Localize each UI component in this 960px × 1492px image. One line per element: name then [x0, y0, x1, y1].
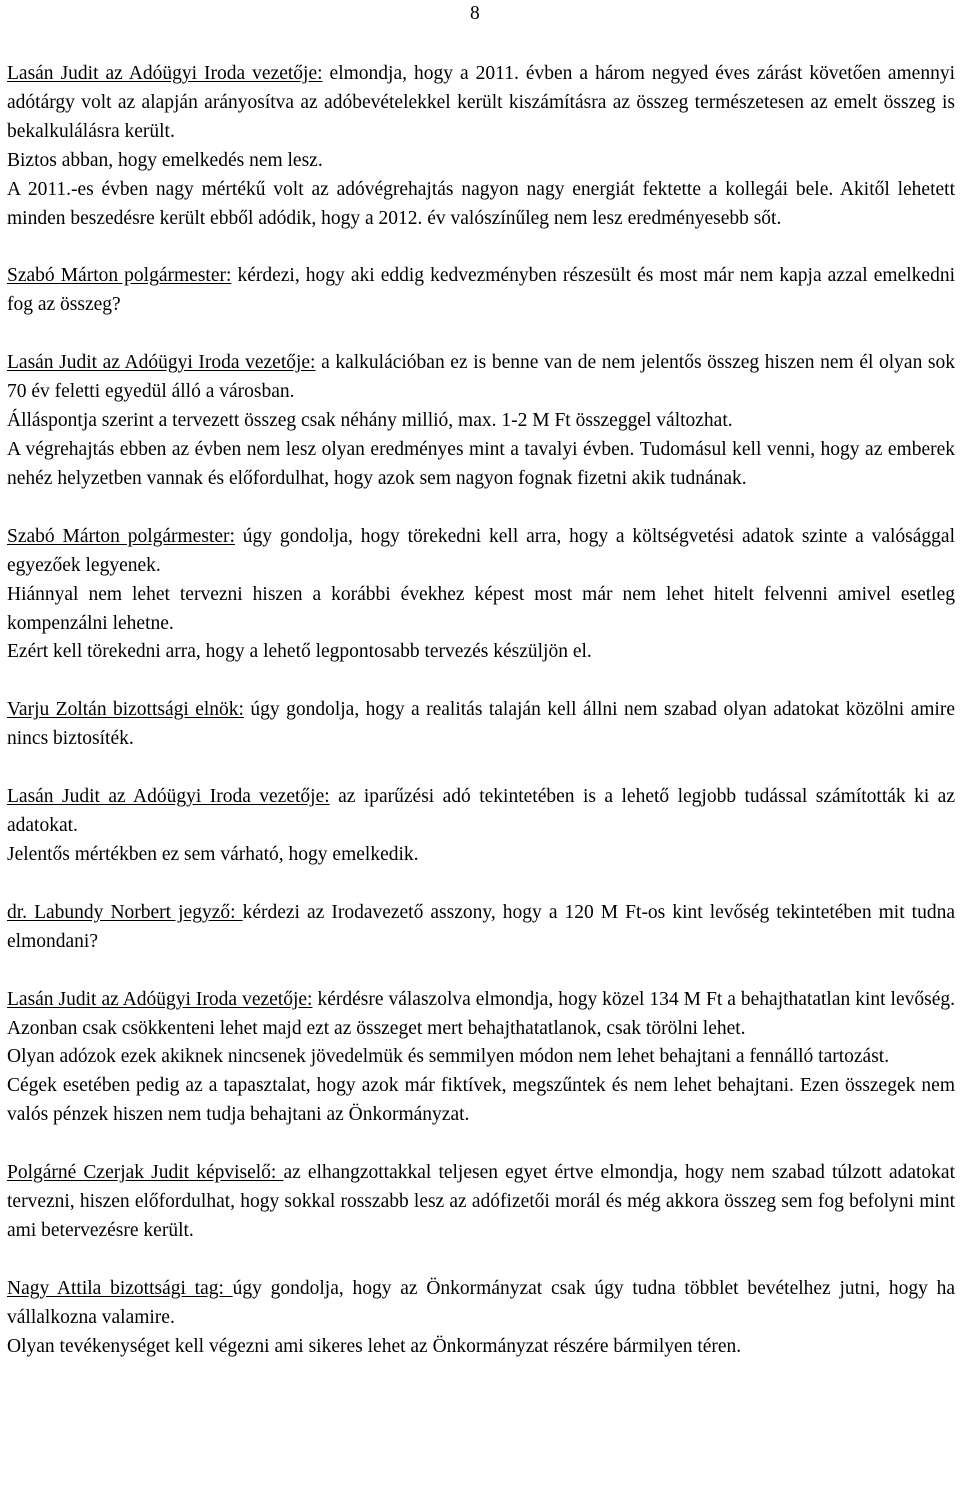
paragraph-line: Jelentős mértékben ez sem várható, hogy emelkedik. [7, 843, 419, 865]
statement-text: úgy gondolja, hogy az Önkormányzat csak úgy tudna többlet bevételhez jutni, hogy ha vállalkozna valamire. [7, 1277, 955, 1328]
paragraph-szabo-2 [7, 523, 955, 668]
speaker-name: Lasán Judit az Adóügyi Iroda vezetője: [7, 352, 316, 374]
statement-text: az elhangzottakkal teljesen egyet értve elmondja, hogy nem szabad túlzott adatokat tervezni, hiszen előfordulhat, hogy sokkal rosszabb lesz az adófizetői morál és még akkora összeg sem fog befolyni mint ami betervezésre került. [7, 1162, 955, 1241]
paragraph-line: Álláspontja szerint a tervezett összeg csak néhány millió, max. 1-2 M Ft összeggel változhat. [7, 410, 733, 432]
document-body [7, 60, 955, 1391]
paragraph-line [7, 696, 955, 754]
paragraph-line [7, 899, 955, 957]
paragraph-line: Olyan adózok ezek akiknek nincsenek jövedelmük és semmilyen módon nem lehet behajtani a fennálló tartozást. [7, 1046, 890, 1068]
paragraph-lasan-3 [7, 783, 955, 870]
speaker-name: Lasán Judit az Adóügyi Iroda vezetője: [7, 786, 330, 808]
paragraph-lasan-4 [7, 986, 955, 1131]
paragraph-line [7, 262, 955, 320]
paragraph-szabo-1 [7, 262, 955, 320]
speaker-name: Polgárné Czerjak Judit képviselő: [7, 1162, 284, 1184]
paragraph-line [7, 1275, 955, 1333]
statement-text: úgy gondolja, hogy a realitás talaján kell állni nem szabad olyan adatokat közölni amire nincs biztosíték. [7, 699, 955, 750]
speaker-name: Varju Zoltán bizottsági elnök: [7, 699, 244, 721]
paragraph-labundy [7, 899, 955, 957]
speaker-name: Lasán Judit az Adóügyi Iroda vezetője: [7, 988, 313, 1010]
speaker-name: dr. Labundy Norbert jegyző: [7, 901, 243, 923]
speaker-name: Szabó Márton polgármester: [7, 265, 232, 287]
paragraph-lasan-1 [7, 60, 955, 233]
paragraph-varju [7, 696, 955, 754]
paragraph-line [7, 783, 955, 841]
statement-text: a kalkulációban ez is benne van de nem jelentős összeg hiszen nem él olyan sok 70 év feletti egyedül álló a városban. [7, 352, 955, 403]
speaker-name: Szabó Márton polgármester: [7, 525, 235, 547]
statement-text: elmondja, hogy a 2011. évben a három negyed éves zárást követően amennyi adótárgy volt az alapján arányosítva az adóbevételekkel került kiszámításra az összeg természetesen az emelt összeg is bekalkulálásra került. [7, 63, 956, 142]
paragraph-lasan-2 [7, 349, 955, 494]
paragraph-line: A 2011.-es évben nagy mértékű volt az adóvégrehajtás nagyon nagy energiát fektette a kollegái bele. Akitől lehetett minden beszedésre került ebből adódik, hogy a 2012. év valószínűleg nem lesz eredményesebb sőt. [7, 178, 955, 229]
paragraph-line: Biztos abban, hogy emelkedés nem lesz. [7, 149, 323, 171]
statement-text: kérdezi, hogy aki eddig kedvezményben részesült és most már nem kapja azzal emelkedni fog az összeg? [7, 265, 955, 316]
paragraph-line: A végrehajtás ebben az évben nem lesz olyan eredményes mint a tavalyi évben. Tudomásul kell venni, hogy az emberek nehéz helyzetben vannak és előfordulhat, hogy azok sem nagyon fognak fizetni akik tudnának. [7, 438, 955, 489]
page-number: 8 [470, 3, 480, 24]
statement-text: kérdezi az Irodavezető asszony, hogy a 120 M Ft-os kint levőség tekintetében mit tudna elmondani? [7, 901, 955, 952]
statement-text: kérdésre válaszolva elmondja, hogy közel 134 M Ft a behajthatatlan kint levőség. Azonban csak csökkenteni lehet majd ezt az összeget mert behajthatatlanok, csak törölni lehet. [7, 988, 956, 1039]
paragraph-czerjak [7, 1159, 955, 1246]
statement-text: az iparűzési adó tekintetében is a lehető legjobb tudással számították ki az adatokat. [7, 786, 955, 837]
paragraph-line: Ezért kell törekedni arra, hogy a lehető legpontosabb tervezés készüljön el. [7, 641, 592, 663]
paragraph-line [7, 523, 955, 581]
speaker-name: Lasán Judit az Adóügyi Iroda vezetője: [7, 63, 323, 84]
paragraph-nagy [7, 1275, 955, 1362]
statement-text: úgy gondolja, hogy törekedni kell arra, hogy a költségvetési adatok szinte a valósággal egyezőek legyenek. [7, 525, 955, 576]
paragraph-line [7, 986, 955, 1044]
paragraph-line: Cégek esetében pedig az a tapasztalat, hogy azok már fiktívek, megszűntek és nem lehet behajtani. Ezen összegek nem valós pénzek hiszen nem tudja behajtani az Önkormányzat. [7, 1075, 955, 1126]
paragraph-line [7, 1159, 955, 1246]
paragraph-line: Olyan tevékenységet kell végezni ami sikeres lehet az Önkormányzat részére bármilyen téren. [7, 1335, 742, 1357]
paragraph-line [7, 60, 955, 147]
paragraph-line [7, 349, 955, 407]
paragraph-line: Hiánnyal nem lehet tervezni hiszen a korábbi évekhez képest most már nem lehet hitelt felvenni amivel esetleg kompenzálni lehetne. [7, 583, 955, 634]
speaker-name: Nagy Attila bizottsági tag: [7, 1277, 233, 1299]
